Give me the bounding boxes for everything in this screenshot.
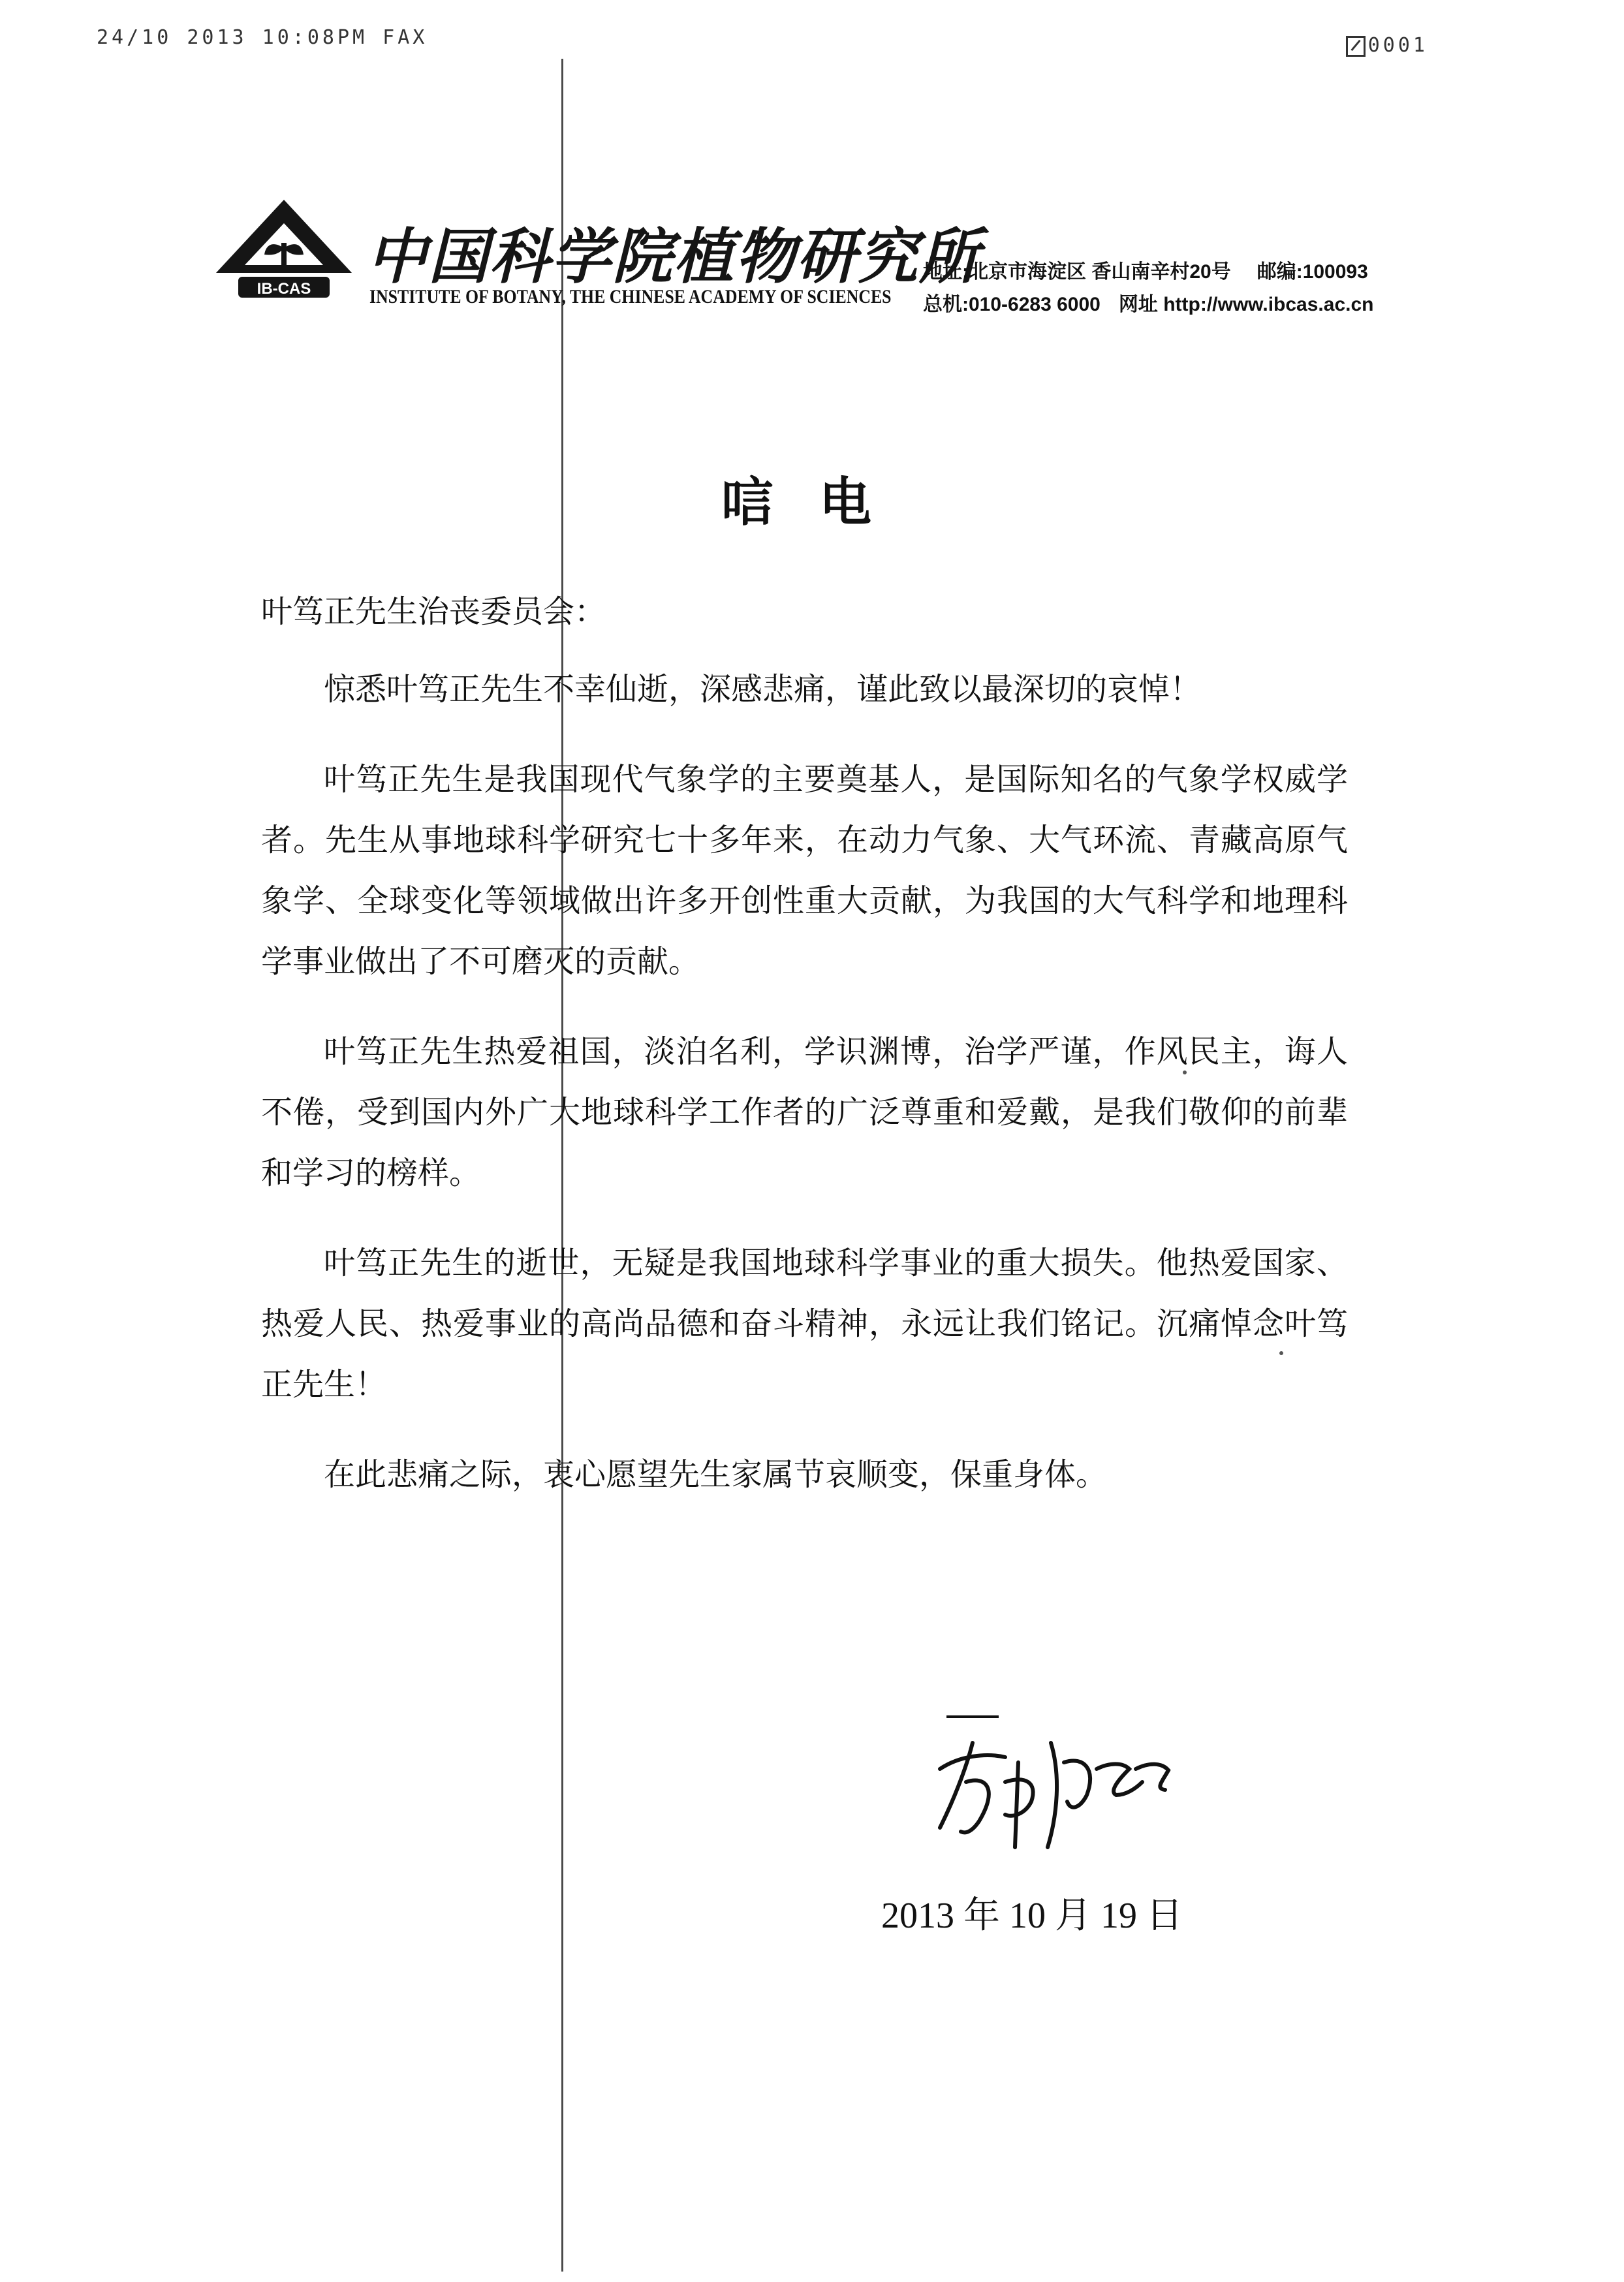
paragraph-1: 惊悉叶笃正先生不幸仙逝，深感悲痛，谨此致以最深切的哀悼！: [324, 671, 1202, 708]
handwritten-signature: [901, 1697, 1240, 1883]
paragraph-3: 叶笃正先生热爱祖国，淡泊名利，学识渊博，治学严谨，作风民主，诲人不倦，受到国内外广大地球科学工作者的广泛尊重和爱戴，是我们敬仰的前辈和学习的榜样。: [261, 1033, 1348, 1191]
salutation: 叶笃正先生治丧委员会：: [261, 593, 606, 630]
postcode: 邮编:100093: [1257, 261, 1368, 283]
fax-checkbox-icon: [1346, 36, 1366, 57]
paragraph-2: 叶笃正先生是我国现代气象学的主要奠基人，是国际知名的气象学权威学者。先生从事地球科学研究七十多年来，在动力气象、大气环流、青藏高原气象学、全球变化等领域做出许多开创性重大贡献，为我国的大气科学和地理科学事业做出了不可磨灭的贡献。: [261, 761, 1348, 980]
paragraph-5: 在此悲痛之际，衷心愿望先生家属节哀顺变，保重身体。: [324, 1456, 1108, 1493]
address: 地址:北京市海淀区 香山南辛村20号: [923, 261, 1231, 283]
letter-body: [261, 659, 1348, 1535]
fax-page-number-text: 0001: [1367, 34, 1428, 57]
paragraph-4: 叶笃正先生的逝世，无疑是我国地球科学事业的重大损失。他热爱国家、热爱人民、热爱事业的高尚品德和奋斗精神，永远让我们铭记。沉痛悼念叶笃正先生！: [261, 1245, 1348, 1403]
website: 网址 http://www.ibcas.ac.cn: [1118, 294, 1374, 315]
scan-speck: [1279, 1351, 1283, 1355]
institute-name-en: INSTITUTE OF BOTANY, THE CHINESE ACADEMY OF SCIENCES: [369, 286, 892, 307]
logo-label: IB-CAS: [257, 280, 311, 298]
address-line-1: [923, 256, 1373, 289]
institute-name-cn: 中国科学院植物研究所: [367, 221, 981, 292]
address-line-2: [923, 289, 1373, 321]
phone: 总机:010-6283 6000: [923, 294, 1101, 315]
fax-page-number: [1346, 34, 1428, 57]
ibcas-logo: [212, 196, 356, 303]
contact-block: [923, 256, 1373, 321]
letter-title: 唁电: [721, 472, 917, 533]
scan-speck: [1183, 1071, 1187, 1074]
letter-date: 2013 年 10 月 19 日: [881, 1896, 1183, 1936]
fax-header: 24/10 2013 10:08PM FAX: [97, 26, 428, 49]
